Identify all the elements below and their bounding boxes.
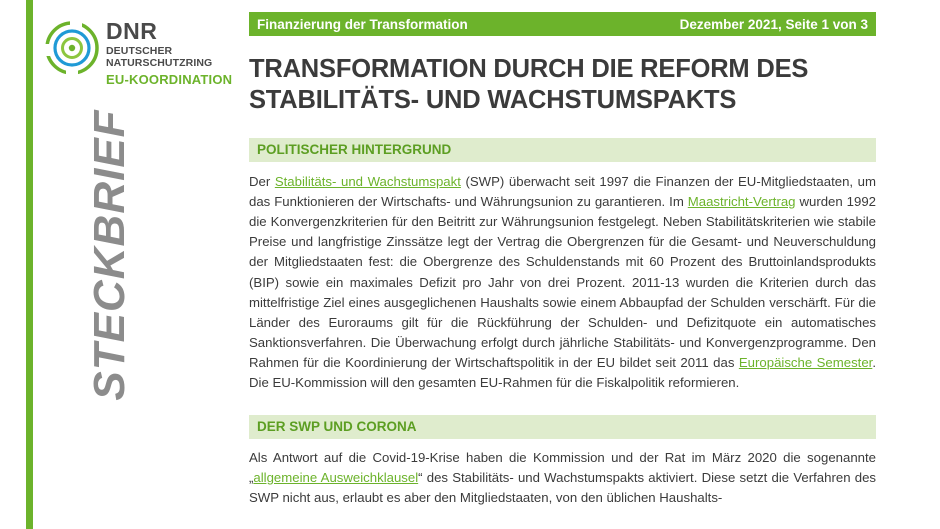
header-right-label: Dezember 2021, Seite 1 von 3 <box>679 16 868 32</box>
section-paragraph-0 <box>249 172 876 393</box>
text-run: Der <box>249 174 275 190</box>
text-run: wurden 1992 die Konvergenzkriterien für den Beitritt zur Währungsunion festgelegt. Neben Stabilitätskriterien wie stabile Preise und langfristige Zinssätze legt der Vertrag die Obergrenzen für die Gesamt- und Neuverschuldung der Mitgliedstaaten fest: die Obergrenze des Schuldenstands mit 60 Prozent des Bruttoinlandsprodukts (BIP) sowie ein maximales Defizit pro Jahr von drei Prozent. 2011-13 wurden die Kriterien durch das mittelfristige Ziel eines ausgeglichenen Haushalts sowie einem Abbaupfad der Schulden verschärft. Für die Länder des Euroraums gilt für die Rückführung der Schulden- und Defizitquote ein automatisches Sanktionsverfahren. Die Überwachung erfolgt durch jährliche Stabilitäts- und Konvergenzprogramme. Den Rahmen für die Koordinierung der Wirtschaftspolitik in der EU bildet seit 2011 das <box>249 194 876 370</box>
section-heading-0: POLITISCHER HINTERGRUND <box>249 138 876 162</box>
logo-acronym: DNR <box>106 18 158 44</box>
sidebar-vertical-label: STECKBRIEF <box>85 109 134 401</box>
left-green-bar <box>26 0 33 529</box>
header-left-label: Finanzierung der Transformation <box>257 16 468 32</box>
logo-eu-coordination: EU-KOORDINATION <box>106 72 233 88</box>
content-column <box>249 0 876 508</box>
logo-line-1: DEUTSCHER <box>106 45 173 57</box>
section-heading-1: DER SWP UND CORONA <box>249 415 876 439</box>
document-header-bar <box>249 12 876 36</box>
text-run: (SWP) überwacht seit 1997 die Finanzen der EU-Mitgliedstaaten, um das Funktionieren der Wirtschafts- und Währungsunion zu garantieren. Im <box>249 174 876 210</box>
inline-link[interactable]: allgemeine Ausweichklausel <box>253 469 419 485</box>
logo-line-2: NATURSCHUTZRING <box>106 57 213 70</box>
dnr-logo-text <box>106 20 246 87</box>
text-run: “ des Stabilitäts- und Wachstumspakts aktiviert. Diese setzt die Verfahren des SWP nicht aus, erlaubt es aber den Mitgliedstaaten, von den üblichen Haushalts- <box>249 469 876 506</box>
text-run: . Die EU-Kommission will den gesamten EU-Rahmen für die Fiskalpolitik reformieren. <box>249 354 876 390</box>
dnr-circles-logo <box>44 20 100 76</box>
dnr-logo-block <box>44 12 239 88</box>
inline-link[interactable]: Stabilitäts- und Wachstumspakt <box>274 174 461 190</box>
page-title: TRANSFORMATION DURCH DIE REFORM DES STABILITÄTS- UND WACHSTUMSPAKTS <box>249 55 809 115</box>
text-run: Als Antwort auf die Covid-19-Krise haben die Kommission und der Rat im März 2020 die sogenannte „ <box>249 449 876 485</box>
inline-link[interactable]: Maastricht-Vertrag <box>687 194 796 210</box>
section-paragraph-1 <box>249 448 876 508</box>
inline-link[interactable]: Europäische Semester <box>738 354 873 370</box>
